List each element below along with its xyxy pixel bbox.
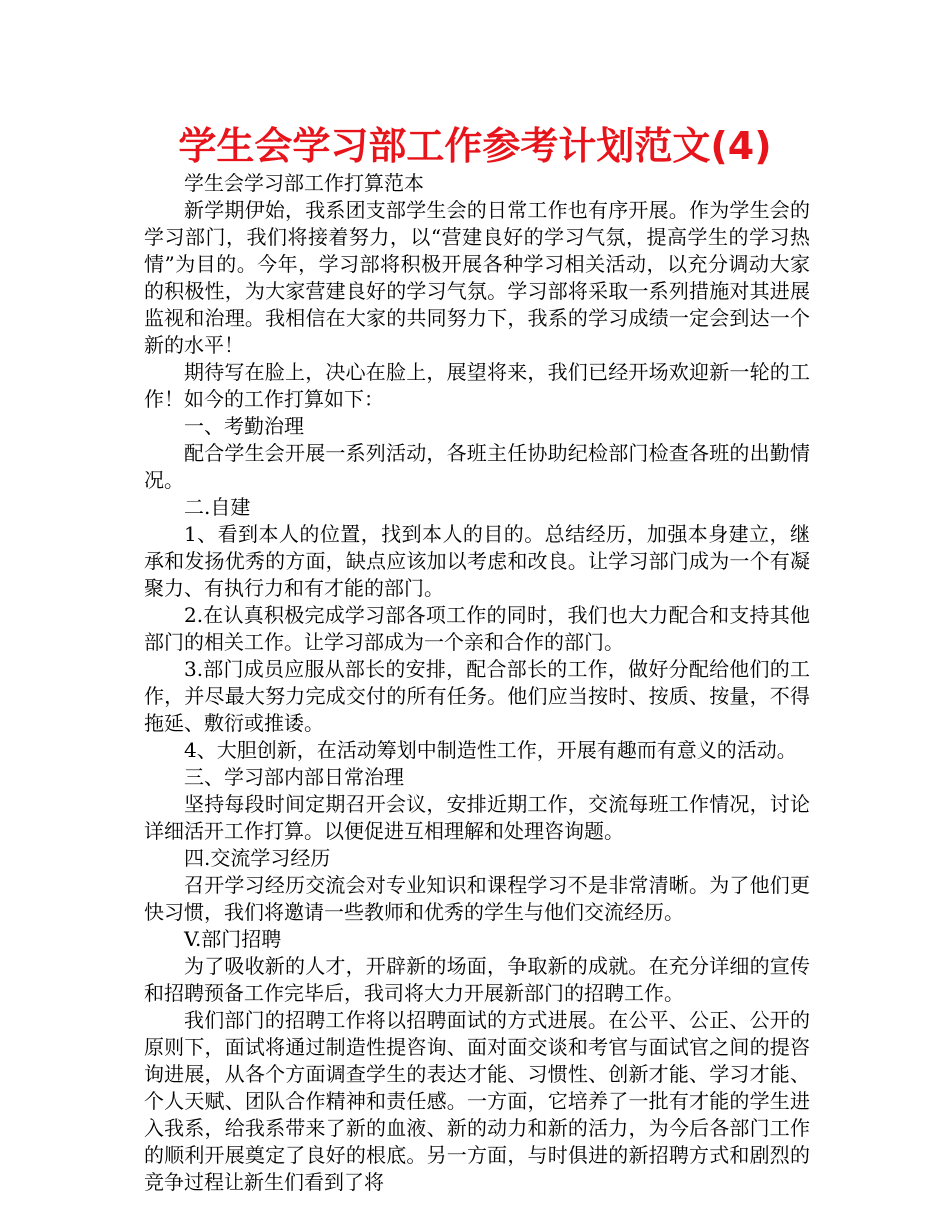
paragraph: 1、看到本人的位置，找到本人的目的。总结经历，加强本身建立，继承和发扬优秀的方面，缺点应该加以考虑和改良。让学习部门成为一个有凝聚力、有执行力和有才能的部门。 bbox=[144, 522, 810, 600]
paragraph: 为了吸收新的人才，开辟新的场面，争取新的成就。在充分详细的宣传和招聘预备工作完毕后，我司将大力开展新部门的招聘工作。 bbox=[144, 954, 810, 1005]
document-body bbox=[144, 170, 810, 1196]
section-heading: 二.自建 bbox=[184, 495, 251, 519]
paragraph: 我们部门的招聘工作将以招聘面试的方式进展。在公平、公正、公开的原则下，面试将通过制造性提咨询、面对面交谈和考官与面试官之间的提咨询进展，从各个方面调查学生的表达才能、习惯性、创新才能、学习才能、个人天赋、团队合作精神和责任感。一方面，它培养了一批有才能的学生进入我系，给我系带来了新的血液、新的动力和新的活力，为今后各部门工作的顺利开展奠定了良好的根底。另一方面，与时俱进的新招聘方式和剧烈的竞争过程让新生们看到了将 bbox=[144, 1008, 810, 1194]
paragraph: 新学期伊始，我系团支部学生会的日常工作也有序开展。作为学生会的学习部门，我们将接着努力，以“营建良好的学习气氛，提高学生的学习热情”为目的。今年，学习部将积极开展各种学习相关活动，以充分调动大家的积极性，为大家营建良好的学习气氛。学习部将采取一系列措施对其进展监视和治理。我相信在大家的共同努力下，我系的学习成绩一定会到达一个新的水平！ bbox=[144, 198, 810, 357]
paragraph: 期待写在脸上，决心在脸上，展望将来，我们已经开场欢迎新一轮的工作！如今的工作打算如下： bbox=[144, 360, 810, 411]
section-heading: 三、学习部内部日常治理 bbox=[184, 765, 404, 789]
section-heading: 一、考勤治理 bbox=[184, 414, 304, 438]
section-heading: V.部门招聘 bbox=[184, 927, 282, 951]
paragraph: 配合学生会开展一系列活动，各班主任协助纪检部门检查各班的出勤情况。 bbox=[144, 441, 810, 492]
paragraph: 4、大胆创新，在活动筹划中制造性工作，开展有趣而有意义的活动。 bbox=[184, 738, 797, 762]
paragraph: 2.在认真积极完成学习部各项工作的同时，我们也大力配合和支持其他部门的相关工作。让学习部成为一个亲和合作的部门。 bbox=[144, 603, 810, 654]
section-heading: 四.交流学习经历 bbox=[184, 846, 331, 870]
document-title: 学生会学习部工作参考计划范文(4) bbox=[178, 124, 772, 168]
paragraph: 3.部门成员应服从部长的安排，配合部长的工作，做好分配给他们的工作，并尽最大努力完成交付的所有任务。他们应当按时、按质、按量，不得拖延、敷衍或推诿。 bbox=[144, 657, 810, 735]
paragraph: 学生会学习部工作打算范本 bbox=[184, 171, 424, 195]
paragraph: 坚持每段时间定期召开会议，安排近期工作，交流每班工作情况，讨论详细活开工作打算。以便促进互相理解和处理咨询题。 bbox=[144, 792, 810, 843]
paragraph: 召开学习经历交流会对专业知识和课程学习不是非常清晰。为了他们更快习惯，我们将邀请一些教师和优秀的学生与他们交流经历。 bbox=[144, 873, 810, 924]
